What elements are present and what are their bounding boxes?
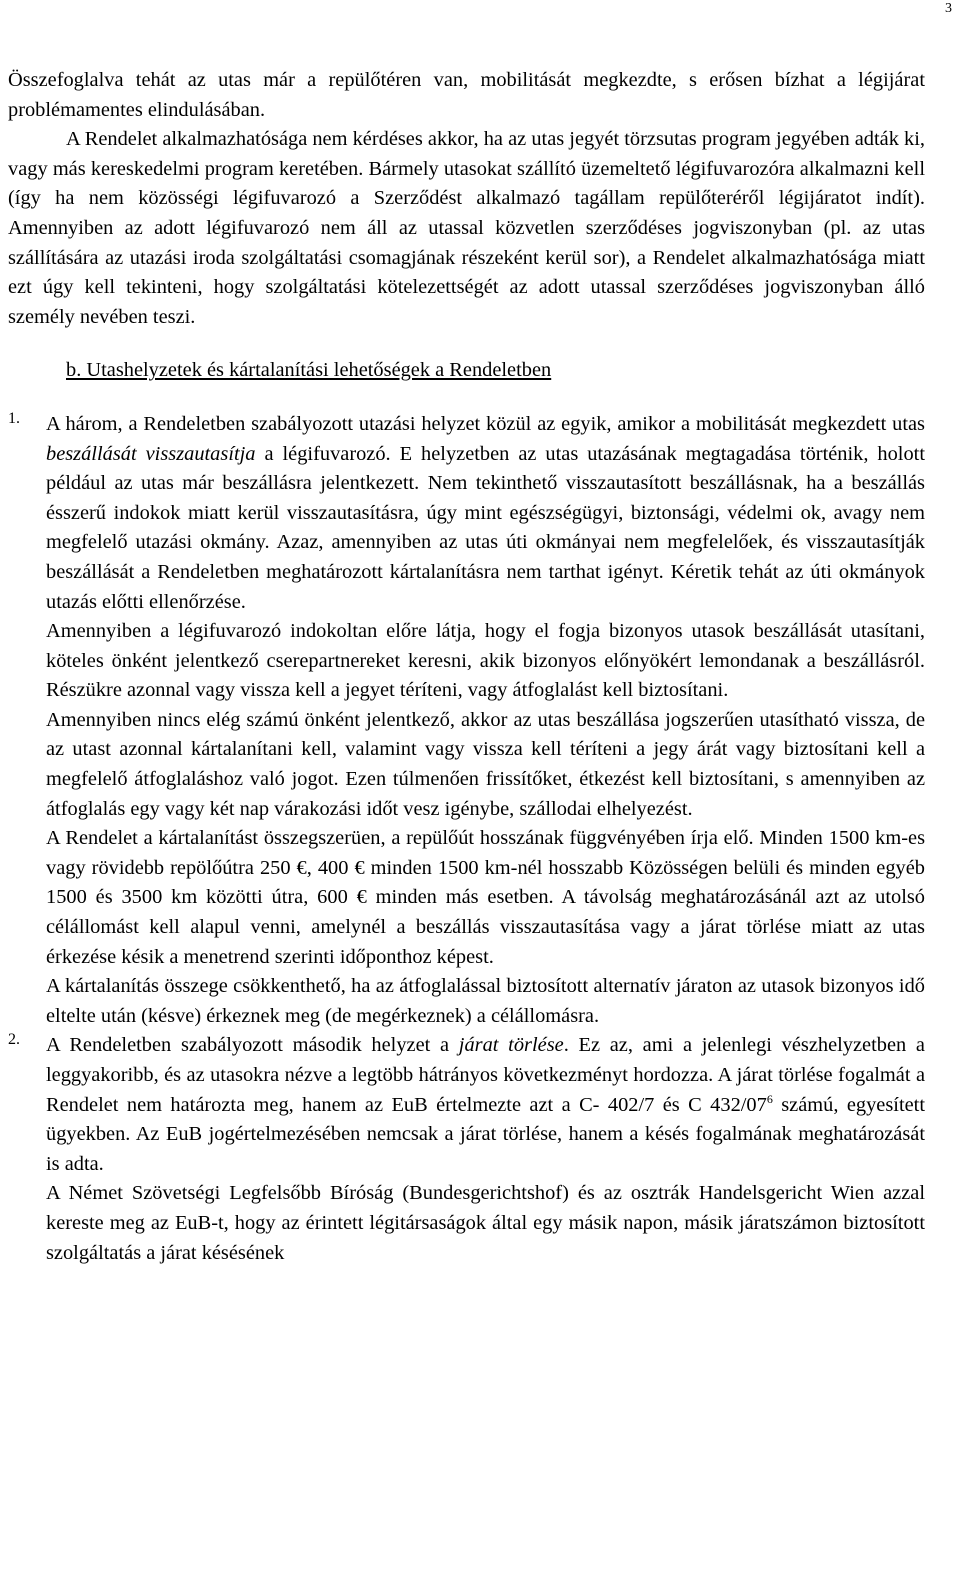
footnote-reference[interactable]: 6 bbox=[766, 1091, 773, 1106]
section-heading-text: b. Utashelyzetek és kártalanítási lehetőségek a Rendeletben bbox=[66, 359, 552, 382]
item2-paragraph-2: A Német Szövetségi Legfelsőbb Bíróság (Bundesgerichtshof) és az osztrák Handelsgericht Wien azzal kereste meg az EuB-t, hogy az érintett légitársaságok által egy másik napon, másik járatszámon biztosított szolgáltatás a járat késésének bbox=[46, 1182, 925, 1264]
document-body bbox=[8, 66, 925, 1268]
page-number: 3 bbox=[945, 1, 952, 16]
item1-paragraph-1 bbox=[46, 410, 925, 617]
item1-p1-emphasis: beszállását visszautasítja bbox=[46, 442, 256, 465]
item1-paragraph-3: Amennyiben nincs elég számú önként jelentkező, akkor az utas beszállása jogszerűen utasítható vissza, de az utast azonnal kártalanítani kell, valamint vagy vissza kell téríteni a jegy árát vagy biztosítani kell a megfelelő átfoglaláshoz való jogot. Ezen túlmenően frissítőket, étkezést kell biztosítani, s amennyiben az átfoglalás egy vagy két nap várakozási időt vesz igénybe, szállodai elhelyezést. bbox=[46, 708, 925, 820]
list-item-2 bbox=[8, 1031, 925, 1268]
list-item-2-number: 2. bbox=[8, 1031, 20, 1049]
item2-p1-emphasis: járat törlése bbox=[458, 1034, 564, 1057]
item2-p1-text-c: számú, egyesített ügyekben. Az EuB jogértelmezésében nemcsak a járat törlése, hanem a késés fogalmának meghatározását is adta. bbox=[46, 1093, 925, 1175]
item2-p1-text-b: . Ez az, ami a jelenlegi vészhelyzetben a leggyakoribb, és az utasokra nézve a legtöbb hátrányos következményt hordozza. A járat törlése fogalmát a Rendelet nem határozta meg, hanem az EuB értelmezte azt a C- 402/7 és C 432/07 bbox=[46, 1034, 925, 1116]
item1-paragraph-2: Amennyiben a légifuvarozó indokoltan előre látja, hogy el fogja bizonyos utasok beszállását utasítani, köteles önként jelentkező cserepartnereket keresni, akik bizonyos előnyökért lemondanak a beszállásról. Részükre azonnal vagy vissza kell a jegyet téríteni, vagy átfoglalást kell biztosítani. bbox=[46, 620, 925, 702]
list-item-1 bbox=[8, 410, 925, 1031]
item2-p1-text-a: A Rendeletben szabályozott második helyzet a bbox=[46, 1034, 459, 1057]
item1-p1-text-b: a légifuvarozó. E helyzetben az utas utazásának megtagadása történik, holott például az utas már beszállásra jelentkezett. Nem tekinthető visszautasított beszállásnak, ha a beszállás ésszerű indokok miatt kerül visszautasításra, úgy mint egészségügyi, biztonsági, védelmi ok, avagy nem megfelelő utazási okmány. Azaz, amennyiben az utas úti okmányai nem megfelelőek, és visszautasítják beszállását a Rendeletben meghatározott kártalanításra nem tarthat igényt. Kéretik tehát az úti okmányok utazás előtti ellenőrzése. bbox=[46, 442, 925, 613]
item1-p1-text-a: A három, a Rendeletben szabályozott utazási helyzet közül az egyik, amikor a mobilitását megkezdett utas bbox=[46, 412, 925, 435]
item2-paragraph-1 bbox=[46, 1031, 925, 1179]
intro-paragraph-1: Összefoglalva tehát az utas már a repülőtéren van, mobilitását megkezdte, s erősen bízhat a légijárat problémamentes elindulásában. bbox=[8, 69, 925, 121]
list-item-1-number: 1. bbox=[8, 409, 20, 427]
item1-paragraph-5: A kártalanítás összege csökkenthető, ha az átfoglalással biztosított alternatív járaton az utasok bizonyos idő eltelte után (késve) érkeznek meg (de megérkeznek) a célállomásra. bbox=[46, 975, 925, 1027]
section-heading bbox=[8, 356, 925, 386]
intro-paragraph-2: A Rendelet alkalmazhatósága nem kérdéses akkor, ha az utas jegyét törzsutas program jegyében adták ki, vagy más kereskedelmi program keretében. Bármely utasokat szállító üzemeltető légifuvarozóra alkalmazni kell (így ha nem közösségi légifuvarozó a Szerződést alkalmazó tagállam repülőteréről légijáratot indít). Amennyiben az adott légifuvarozó nem áll az utassal közvetlen szerződéses jogviszonyban (pl. az utas szállítására az utazási iroda szolgáltatási csomagjának részeként kerül sor), a Rendelet alkalmazhatósága miatt ezt úgy kell tekinteni, hogy szolgáltatási kötelezettségét az adott utassal szerződéses jogviszonyban álló személy nevében teszi. bbox=[8, 128, 925, 328]
item1-paragraph-4: A Rendelet a kártalanítást összegszerüen, a repülőút hosszának függvényében írja elő. Minden 1500 km-es vagy rövidebb repölőútra 250 €, 400 € minden 1500 km-nél hosszabb Közösségen belüli és minden egyéb 1500 és 3500 km közötti útra, 600 € minden más esetben. A távolság meghatározásánál azt az utolsó célállomást kell alapul venni, amelynél a beszállás visszautasítása vagy a járat törlése miatt az utas érkezése késik a menetrend szerinti időponthoz képest. bbox=[46, 827, 925, 968]
